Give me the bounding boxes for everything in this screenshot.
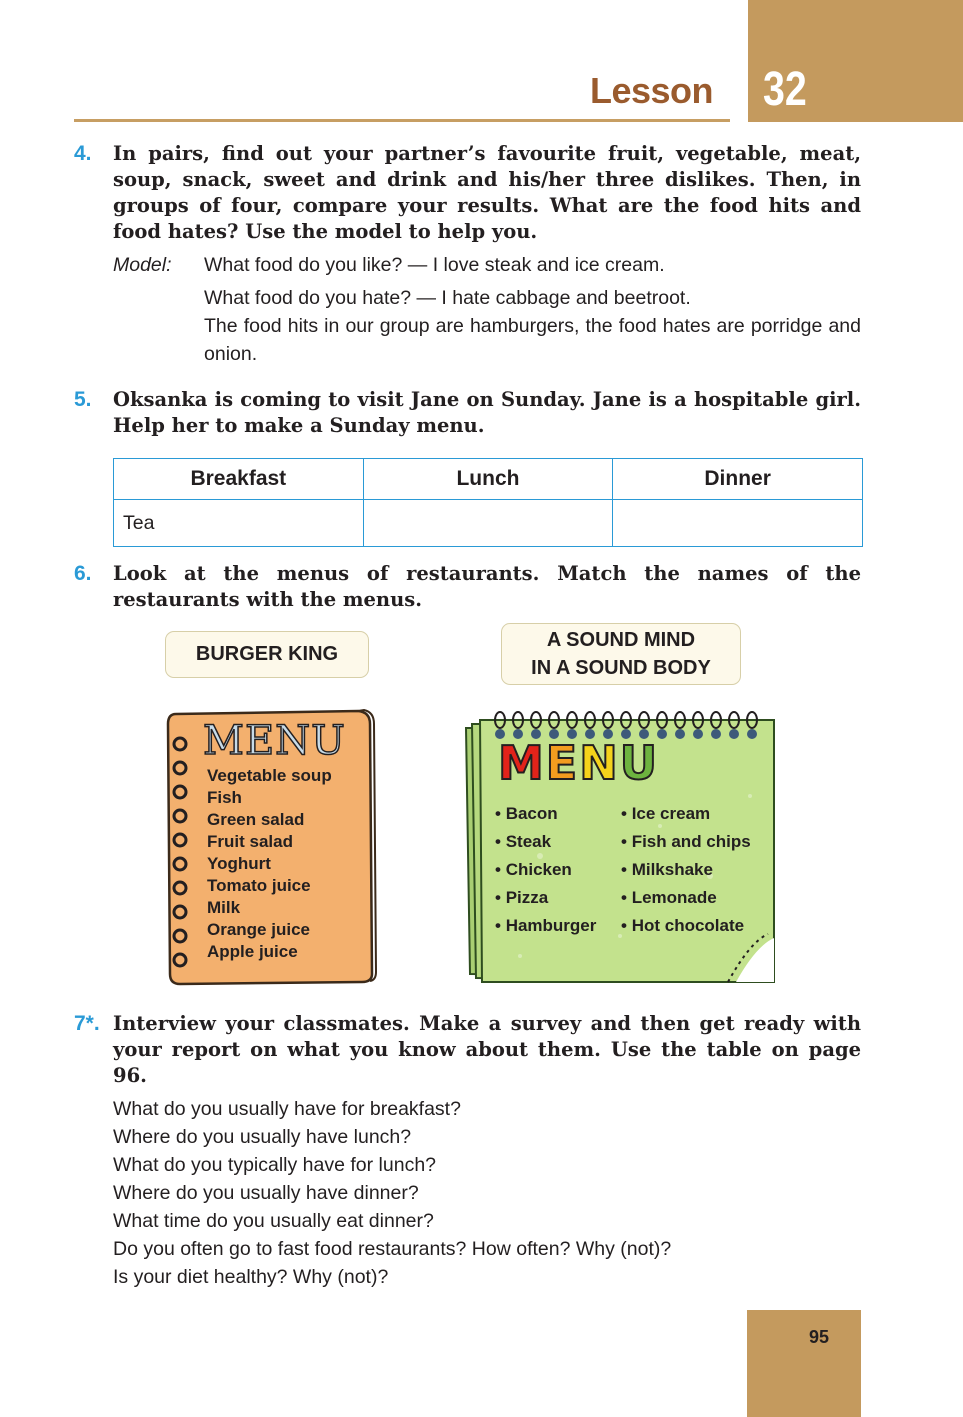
menu-item-label: Bacon (505, 804, 558, 823)
lesson-number: 32 (763, 63, 807, 116)
menu-item: • Lemonade (621, 888, 717, 907)
task-5-number: 5. (74, 388, 92, 411)
menu-item: • Milkshake (621, 860, 713, 879)
menu-item: Vegetable soup (207, 766, 332, 785)
menu-letter: N (579, 736, 620, 790)
menu-item: • Steak (495, 832, 552, 851)
survey-question: Where do you usually have lunch? (113, 1126, 412, 1148)
menu-item: Apple juice (207, 942, 298, 961)
task-6-number: 6. (74, 562, 92, 585)
menu-item-label: Milkshake (631, 860, 713, 879)
sunday-menu-table (113, 458, 863, 547)
restaurant-label-burger-king (165, 631, 369, 678)
table-cell-lunch (363, 500, 613, 547)
page-number: 95 (808, 1327, 830, 1347)
survey-question: What do you typically have for lunch? (113, 1154, 437, 1176)
table-header-breakfast: Breakfast (114, 459, 364, 500)
task-7-instructions: Interview your classmates. Make a survey and then get ready with your report on what you know about them. Use the table on page 96. (113, 1012, 861, 1087)
task-4-number: 4. (74, 142, 92, 165)
menu-item: • Ice cream (621, 804, 711, 823)
menu-letter: U (619, 736, 660, 790)
model-line: What food do you hate? — I hate cabbage and beetroot. (204, 287, 691, 309)
task-7-number: 7*. (74, 1012, 100, 1035)
table-cell-dinner (613, 500, 863, 547)
task-5-instructions: Oksanka is coming to visit Jane on Sunday. Jane is a hospitable girl. Help her to make a Sunday menu. (113, 388, 861, 437)
restaurant-name-line: A SOUND MIND (546, 629, 696, 651)
model-line: What food do you like? — I love steak and ice cream. (204, 254, 665, 276)
lesson-title: Lesson (590, 70, 714, 111)
restaurant-label-sound-mind (501, 623, 741, 685)
menu-item-label: Ice cream (631, 804, 711, 823)
menu-item: Green salad (207, 810, 305, 829)
restaurant-name-line: IN A SOUND BODY (531, 657, 711, 679)
green-menu-left-list (495, 800, 615, 940)
green-menu-title (498, 736, 659, 790)
survey-question: What time do you usually eat dinner? (113, 1210, 434, 1232)
survey-question: Is your diet healthy? Why (not)? (113, 1266, 389, 1288)
menu-item: Fish (207, 788, 242, 807)
menu-item: • Bacon (495, 804, 558, 823)
table-header-lunch: Lunch (363, 459, 613, 500)
menu-item-label: Lemonade (631, 888, 717, 907)
menu-item-label: Pizza (505, 888, 549, 907)
menu-letter: E (545, 736, 580, 790)
task-6-instructions: Look at the menus of restaurants. Match the names of the restaurants with the menus. (113, 562, 861, 611)
model-line: The food hits in our group are hamburgers, the food hates are porridge and onion. (204, 315, 861, 365)
task-4-instructions: In pairs, find out your partner’s favourite fruit, vegetable, meat, soup, snack, sweet and drink and his/her three dislikes. Then, in groups of four, compare your results. What are the food hits and food hates? Use the model to help you. (113, 142, 861, 243)
menu-item-label: Steak (505, 832, 552, 851)
menu-item: Tomato juice (207, 876, 311, 895)
menu-item-label: Chicken (505, 860, 572, 879)
menu-item-label: Hamburger (505, 916, 597, 935)
survey-question: Where do you usually have dinner? (113, 1182, 419, 1204)
menu-item: • Hot chocolate (621, 916, 745, 935)
menu-item: Orange juice (207, 920, 310, 939)
menu-item: Milk (207, 898, 241, 917)
table-header-dinner: Dinner (613, 459, 863, 500)
orange-menu-list (207, 765, 332, 963)
header-rule (74, 119, 730, 122)
green-menu-right-list (621, 800, 781, 940)
survey-question: What do you usually have for breakfast? (113, 1098, 461, 1120)
model-label: Model: (113, 254, 172, 276)
menu-item-label: Hot chocolate (631, 916, 745, 935)
orange-menu-title: MENU (203, 718, 346, 764)
menu-letter: M (498, 736, 546, 790)
menu-item: • Fish and chips (621, 832, 751, 851)
table-cell-breakfast: Tea (114, 500, 364, 547)
menu-item: • Hamburger (495, 916, 597, 935)
menu-item: • Chicken (495, 860, 572, 879)
menu-item: Fruit salad (207, 832, 293, 851)
menu-item: Yoghurt (207, 854, 271, 873)
menu-item: • Pizza (495, 888, 549, 907)
survey-questions (113, 1095, 861, 1291)
menu-item-label: Fish and chips (631, 832, 751, 851)
restaurant-name: BURGER KING (195, 643, 339, 665)
survey-question: Do you often go to fast food restaurants? How often? Why (not)? (113, 1238, 672, 1260)
